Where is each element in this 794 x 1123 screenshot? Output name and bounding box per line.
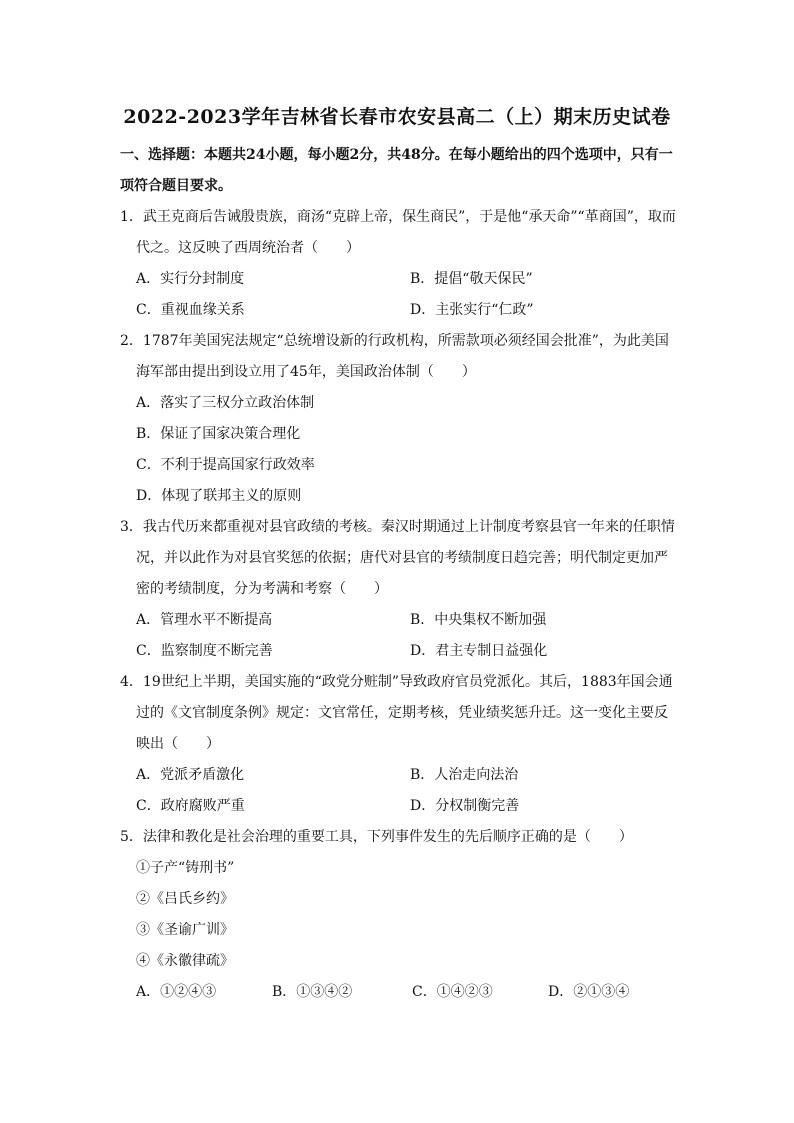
question-stem: 1．武王克商后告诫殷贵族，商汤“克辟上帝，保生商民”，于是他“承天命”“革商国”，取而代之。这反映了西周统治者（ ） xyxy=(120,209,676,256)
options-row xyxy=(120,605,680,636)
list-item: ③《圣谕广训》 xyxy=(136,922,234,938)
option-b: B．保证了国家决策合理化 xyxy=(136,426,301,442)
question-3 xyxy=(120,512,680,667)
option-a: A．管理水平不断提高 xyxy=(136,612,273,628)
option-b: B．中央集权不断加强 xyxy=(410,612,547,628)
question-stem: 3．我古代历来都重视对县官政绩的考核。秦汉时期通过上计制度考察县官一年来的任职情况，并以此作为对县官奖惩的依据；唐代对县官的考绩制度日趋完善；明代制定更加严密的考绩制度，分为考满和考察（ ） xyxy=(120,519,675,597)
options-row xyxy=(120,264,680,295)
option-d: D．分权制衡完善 xyxy=(410,798,520,814)
question-stem: 4．19世纪上半期，美国实施的“政党分赃制”导致政府官员党派化。其后，1883年国会通过的《文官制度条例》规定：文官常任，定期考核，凭业绩奖惩升迁。这一变化主要反映出（ ） xyxy=(120,674,673,752)
option-c: C．不利于提高国家行政效率 xyxy=(136,457,315,473)
option-b: B．人治走向法治 xyxy=(410,767,519,783)
option-d: D．体现了联邦主义的原则 xyxy=(136,488,302,504)
question-5 xyxy=(120,822,680,1008)
section-heading: 一、选择题：本题共24小题，每小题2分，共48分。在每小题给出的四个选项中，只有一项符合题目要求。 xyxy=(120,147,673,194)
options-row xyxy=(120,760,680,791)
option-c: C．政府腐败严重 xyxy=(136,798,245,814)
question-1 xyxy=(120,202,680,326)
question-stem: 5．法律和教化是社会治理的重要工具，下列事件发生的先后顺序正确的是（ ） xyxy=(120,829,633,845)
option-a: A．实行分封制度 xyxy=(136,271,245,287)
question-2 xyxy=(120,326,680,512)
list-item: ④《永徽律疏》 xyxy=(136,953,234,969)
option-c: C．①④②③ xyxy=(412,984,493,1000)
option-a: A．党派矛盾激化 xyxy=(136,767,245,783)
option-d: D．君主专制日益强化 xyxy=(410,643,548,659)
option-a: A．落实了三权分立政治体制 xyxy=(136,395,315,411)
page-title: 2022-2023学年吉林省长春市农安县高二（上）期末历史试卷 xyxy=(123,106,671,128)
question-stem: 2．1787年美国宪法规定“总统增设新的行政机构，所需款项必须经国会批准”，为此美国海军部由提出到设立用了45年，美国政治体制（ ） xyxy=(120,333,669,380)
options-row xyxy=(120,636,680,667)
option-a: A．①②④③ xyxy=(136,984,217,1000)
option-b: B．①③④② xyxy=(272,984,353,1000)
option-c: C．监察制度不断完善 xyxy=(136,643,273,659)
options-row xyxy=(120,791,680,822)
option-b: B．提倡“敬天保民” xyxy=(410,271,533,287)
list-item: ②《吕氏乡约》 xyxy=(136,891,234,907)
option-c: C．重视血缘关系 xyxy=(136,302,245,318)
question-4 xyxy=(120,667,680,822)
option-d: D．②①③④ xyxy=(548,984,630,1000)
list-item: ①子产“铸刑书” xyxy=(136,860,235,876)
option-d: D．主张实行“仁政” xyxy=(410,302,534,318)
options-row xyxy=(120,977,680,1008)
options-row xyxy=(120,295,680,326)
